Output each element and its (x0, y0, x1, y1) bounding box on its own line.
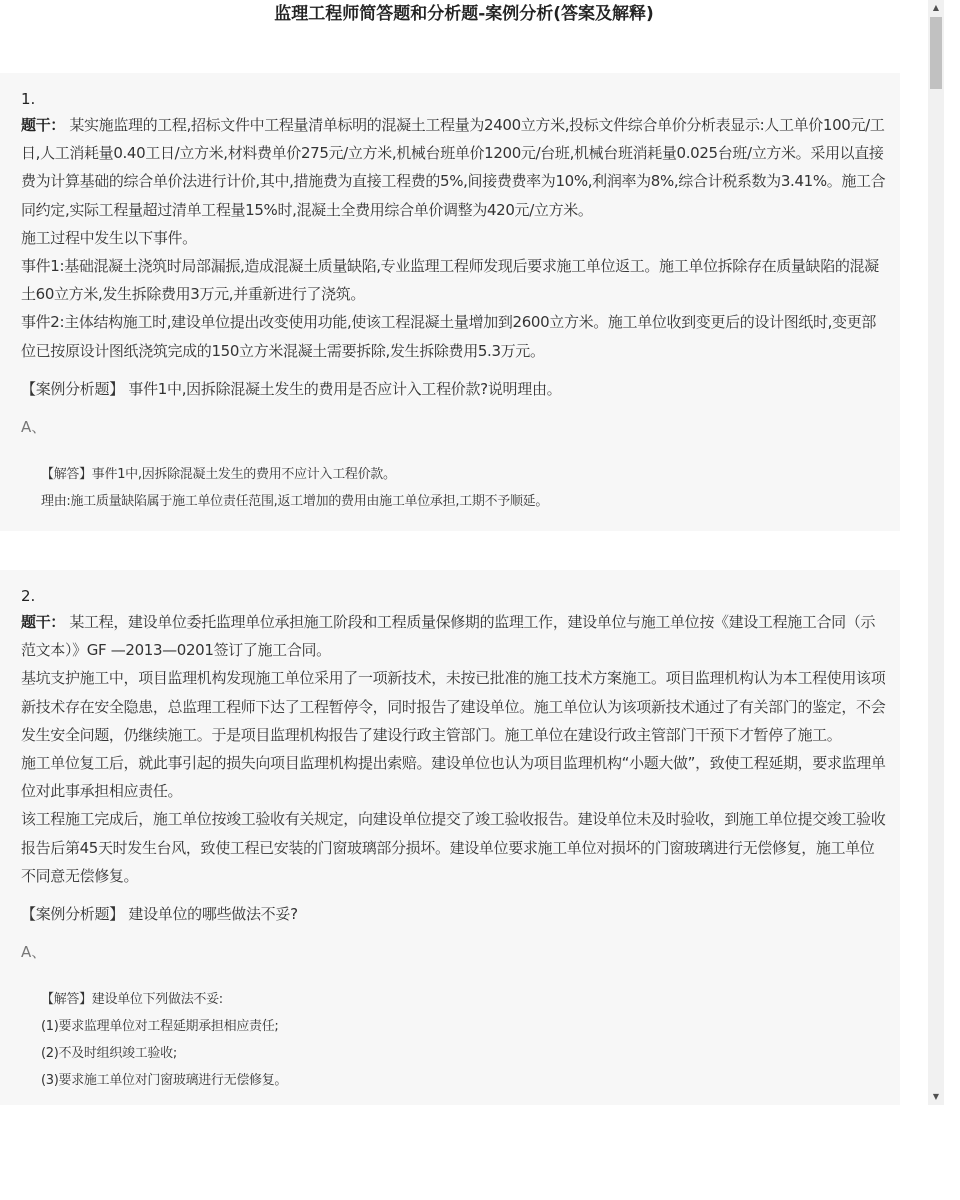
stem-paragraph: 事件2:主体结构施工时,建设单位提出改变使用功能,使该工程混凝土量增加到2600立方米。施工单位收到变更后的设计图纸时,变更部位已按原设计图纸浇筑完成的150立方米混凝土需要拆除,发生拆除费用5.3万元。 (21, 313, 877, 360)
answer-explanation (21, 986, 900, 1094)
stem-paragraph: 基坑支护施工中，项目监理机构发现施工单位采用了一项新技术，未按已批准的施工技术方案施工。项目监理机构认为本工程使用该项新技术存在安全隐患，总监理工程师下达了工程暂停令，同时报告了建设单位。施工单位认为该项新技术通过了有关部门的鉴定，不会发生安全问题，仍继续施工。于是项目监理机构报告了建设行政主管部门。施工单位在建设行政主管部门干预下才暂停了施工。 (21, 669, 886, 744)
answer-option[interactable]: A、 (21, 943, 47, 962)
answer-line: (1)要求监理单位对工程延期承担相应责任; (41, 1019, 279, 1035)
vertical-scrollbar[interactable] (928, 0, 944, 1105)
answer-line: (2)不及时组织竣工验收; (41, 1046, 177, 1062)
stem-paragraph: 施工过程中发生以下事件。 (21, 228, 197, 247)
stem-label: 题干： (21, 116, 65, 134)
up-arrow-icon[interactable]: ▲ (932, 3, 940, 12)
answer-option[interactable]: A、 (21, 417, 47, 436)
question-stem (21, 608, 889, 890)
page-title: 监理工程师简答题和分析题-案例分析(答案及解释) (274, 4, 654, 24)
stem-paragraph: 该工程施工完成后，施工单位按竣工验收有关规定，向建设单位提交了竣工验收报告。建设单位未及时验收，到施工单位提交竣工验收报告后第45天时发生台风，致使工程已安装的门窗玻璃部分损坏。建设单位要求施工单位对损坏的门窗玻璃进行无偿修复，施工单位不同意无偿修复。 (21, 810, 886, 885)
stem-label: 题干： (21, 613, 65, 631)
stem-paragraph: 题干： 某实施监理的工程,招标文件中工程量清单标明的混凝土工程量为2400立方米,投标文件综合单价分析表显示:人工单价100元/工日,人工消耗量0.40工日/立方米,材料费单价275元/立方米,机械台班单价1200元/台班,机械台班消耗量0.025台班/立方米。采用以直接费为计算基础的综合单价法进行计价,其中,措施费为直接工程费的5%,间接费费率为10%,利润率为8%,综合计税系数为3.41%。施工合同约定,实际工程量超过清单工程量15%时,混凝土全费用综合单价调整为420元/立方米。 (21, 116, 886, 219)
question-number: 2. (21, 587, 36, 605)
answer-line: 【解答】建设单位下列做法不妥: (41, 992, 223, 1008)
question-card-1 (0, 73, 900, 531)
case-question: 【案例分析题】 建设单位的哪些做法不妥? (21, 905, 298, 924)
answer-line: 理由:施工质量缺陷属于施工单位责任范围,返工增加的费用由施工单位承担,工期不予顺延。 (41, 493, 549, 509)
stem-paragraph: 题干： 某工程，建设单位委托监理单位承担施工阶段和工程质量保修期的监理工作，建设单位与施工单位按《建设工程施工合同（示范文本）》GF —2013—0201签订了施工合同。 (21, 613, 876, 660)
question-stem (21, 111, 889, 365)
question-card-2 (0, 570, 900, 1105)
question-number: 1. (21, 90, 36, 108)
answer-line: 【解答】事件1中,因拆除混凝土发生的费用不应计入工程价款。 (41, 466, 396, 482)
stem-paragraph: 事件1:基础混凝土浇筑时局部漏振,造成混凝土质量缺陷,专业监理工程师发现后要求施工单位返工。施工单位拆除存在质量缺陷的混凝土60立方米,发生拆除费用3万元,并重新进行了浇筑。 (21, 257, 879, 304)
stem-paragraph: 施工单位复工后，就此事引起的损失向项目监理机构提出索赔。建设单位也认为项目监理机构“小题大做”，致使工程延期，要求监理单位对此事承担相应责任。 (21, 754, 886, 801)
answer-explanation (21, 461, 900, 515)
down-arrow-icon[interactable]: ▼ (932, 1092, 940, 1101)
answer-line: (3)要求施工单位对门窗玻璃进行无偿修复。 (41, 1073, 288, 1089)
scrollbar-thumb[interactable] (930, 17, 942, 89)
case-question: 【案例分析题】 事件1中,因拆除混凝土发生的费用是否应计入工程价款?说明理由。 (21, 379, 562, 398)
